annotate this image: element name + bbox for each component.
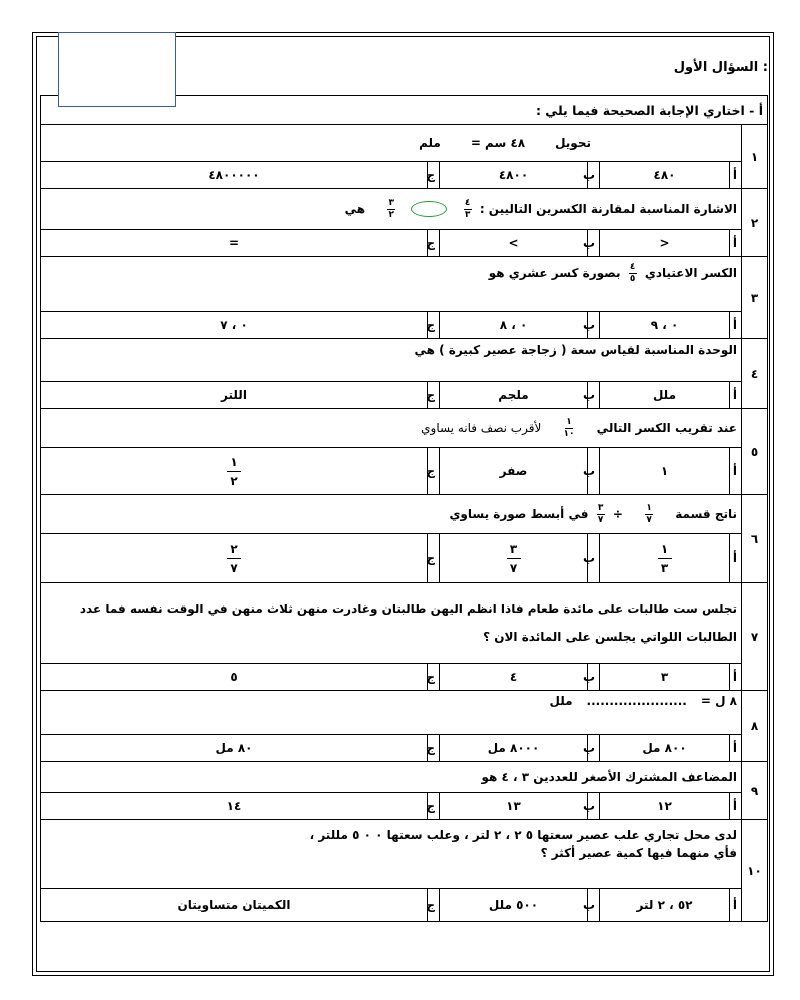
- fraction: $\frac{٤}{٣}$: [464, 197, 471, 220]
- option-letter: ج: [428, 735, 440, 762]
- option-a[interactable]: ١٢: [600, 793, 730, 820]
- option-b[interactable]: ٠ ، ٨: [440, 312, 588, 339]
- option-a[interactable]: ٨٠٠ مل: [600, 735, 730, 762]
- option-b[interactable]: ٤: [440, 664, 588, 691]
- option-c[interactable]: ٨٠ مل: [41, 735, 428, 762]
- question-number: ٣: [742, 257, 768, 339]
- option-b[interactable]: ملجم: [440, 382, 588, 409]
- fraction: $\frac{٣}{٧}$: [597, 502, 604, 525]
- option-letter: ب: [588, 230, 600, 257]
- question-text: تحويل٤٨ سم =ملم: [41, 125, 742, 162]
- question-row: [41, 339, 768, 382]
- option-c[interactable]: =: [41, 230, 428, 257]
- options-row: [41, 230, 768, 257]
- question-row: [41, 583, 768, 664]
- question-text: المضاعف المشترك الأصغر للعددين ٣ ، ٤ هو: [41, 762, 742, 793]
- question-text: ناتج قسمة $\frac{١}{٧}$ ÷ $\frac{٣}{٧}$ في أبسط صورة يساوي: [41, 495, 742, 534]
- question-text: تجلس ست طالبات على مائدة طعام فاذا انظم اليهن طالبتان وغادرت منهن ثلاث منهن في الوقت نفسه فما عدد الطالبات اللواتي يجلسن على المائدة الان ؟: [41, 583, 742, 664]
- question-row: [41, 189, 768, 230]
- option-letter: ج: [428, 162, 440, 189]
- option-a[interactable]: ملل: [600, 382, 730, 409]
- option-b[interactable]: صفر: [440, 448, 588, 495]
- question-row: [41, 820, 768, 889]
- option-b[interactable]: ٥٠٠ ملل: [440, 889, 588, 922]
- options-row: [41, 448, 768, 495]
- option-b[interactable]: ١٣: [440, 793, 588, 820]
- question-text: الكسر الاعتيادي $\frac{٤}{٥}$ بصورة كسر عشري هو: [41, 257, 742, 312]
- option-letter: أ: [730, 793, 742, 820]
- question-number: ٧: [742, 583, 768, 691]
- option-letter: ج: [428, 382, 440, 409]
- option-letter: ب: [588, 162, 600, 189]
- option-letter: أ: [730, 312, 742, 339]
- question-text: لدى محل تجاري علب عصير سعتها ٥ ٢ ، ٢ لتر ، وعلب سعتها ٠ ٠ ٥ مللتر ، فأي منهما فيها كمية عصير أكثر ؟: [41, 820, 742, 889]
- option-a[interactable]: ٠ ، ٩: [600, 312, 730, 339]
- option-letter: ب: [588, 534, 600, 583]
- question-text: ٨ ل =......................ملل: [41, 691, 742, 735]
- options-row: [41, 664, 768, 691]
- option-c[interactable]: الكميتان متساويتان: [41, 889, 428, 922]
- option-letter: ج: [428, 889, 440, 922]
- option-a[interactable]: ٣: [600, 664, 730, 691]
- option-letter: ب: [588, 382, 600, 409]
- option-a[interactable]: <: [600, 230, 730, 257]
- comparison-blank[interactable]: [411, 201, 447, 217]
- option-a[interactable]: ١: [600, 448, 730, 495]
- option-b[interactable]: [440, 534, 588, 583]
- question-row: [41, 409, 768, 448]
- option-letter: ج: [428, 230, 440, 257]
- question-number: ٦: [742, 495, 768, 583]
- option-letter: أ: [730, 162, 742, 189]
- options-row: [41, 382, 768, 409]
- question-number: ٥: [742, 409, 768, 495]
- question-number: ١: [742, 125, 768, 189]
- option-letter: أ: [730, 382, 742, 409]
- fraction: ١ ٣: [658, 542, 672, 575]
- option-c[interactable]: ٠ ، ٧: [41, 312, 428, 339]
- fraction: $\frac{١}{١٠}$: [563, 416, 575, 439]
- option-b[interactable]: >: [440, 230, 588, 257]
- option-letter: ب: [588, 735, 600, 762]
- option-c[interactable]: ٥: [41, 664, 428, 691]
- option-c[interactable]: ٤٨٠٠٠٠٠: [41, 162, 428, 189]
- option-a[interactable]: [600, 534, 730, 583]
- option-c[interactable]: [41, 448, 428, 495]
- option-letter: ج: [428, 312, 440, 339]
- question-text: عند تقريب الكسر التالي $\frac{١}{١٠}$ لأقرب نصف فانه يساوي: [41, 409, 742, 448]
- fraction: $\frac{٣}{٢}$: [388, 197, 395, 220]
- option-letter: ب: [588, 312, 600, 339]
- instruction: أ - اختاري الإجابة الصحيحة فيما يلي :: [41, 96, 768, 125]
- option-c[interactable]: اللتر: [41, 382, 428, 409]
- option-letter: أ: [730, 230, 742, 257]
- option-a[interactable]: ٥٢ ، ٢ لتر: [600, 889, 730, 922]
- question-number: ٤: [742, 339, 768, 409]
- option-b[interactable]: ٤٨٠٠: [440, 162, 588, 189]
- question-number: ٢: [742, 189, 768, 257]
- options-row: [41, 735, 768, 762]
- fraction: $\frac{١}{٧}$: [646, 502, 652, 525]
- option-c[interactable]: ١٤: [41, 793, 428, 820]
- question-row: [41, 495, 768, 534]
- fraction: ١ ٢: [227, 455, 241, 488]
- option-letter: ب: [588, 448, 600, 495]
- option-letter: ب: [588, 889, 600, 922]
- options-row: [41, 889, 768, 922]
- options-row: [41, 534, 768, 583]
- options-row: [41, 793, 768, 820]
- option-letter: أ: [730, 735, 742, 762]
- option-letter: ج: [428, 534, 440, 583]
- question-row: [41, 125, 768, 162]
- fraction: $\frac{٤}{٥}$: [629, 262, 636, 284]
- option-b[interactable]: ٨٠٠٠ مل: [440, 735, 588, 762]
- option-letter: أ: [730, 534, 742, 583]
- question-row: [41, 257, 768, 312]
- student-name-box[interactable]: [58, 32, 176, 107]
- option-a[interactable]: ٤٨٠: [600, 162, 730, 189]
- options-row: [41, 162, 768, 189]
- fraction: ٣ ٧: [507, 542, 521, 575]
- question-text: الوحدة المناسبة لقياس سعة ( زجاجة عصير كبيرة ) هي: [41, 339, 742, 382]
- option-letter: ج: [428, 664, 440, 691]
- question-number: ٨: [742, 691, 768, 762]
- options-row: [41, 312, 768, 339]
- question-number: ٩: [742, 762, 768, 820]
- option-c[interactable]: [41, 534, 428, 583]
- question-row: [41, 691, 768, 735]
- question-title: السؤال الأول :: [673, 60, 768, 75]
- option-letter: أ: [730, 889, 742, 922]
- option-letter: ج: [428, 448, 440, 495]
- option-letter: ب: [588, 793, 600, 820]
- question-row: [41, 762, 768, 793]
- option-letter: ب: [588, 664, 600, 691]
- question-text: الاشارة المناسبة لمقارنة الكسرين التاليين : $\frac{٤}{٣}$ $\frac{٣}{٢}$ هي: [41, 189, 742, 230]
- option-letter: أ: [730, 664, 742, 691]
- question-number: ١٠: [742, 820, 768, 922]
- option-letter: ج: [428, 793, 440, 820]
- fraction: ٢ ٧: [227, 542, 241, 575]
- questions-table: [40, 95, 768, 922]
- option-letter: أ: [730, 448, 742, 495]
